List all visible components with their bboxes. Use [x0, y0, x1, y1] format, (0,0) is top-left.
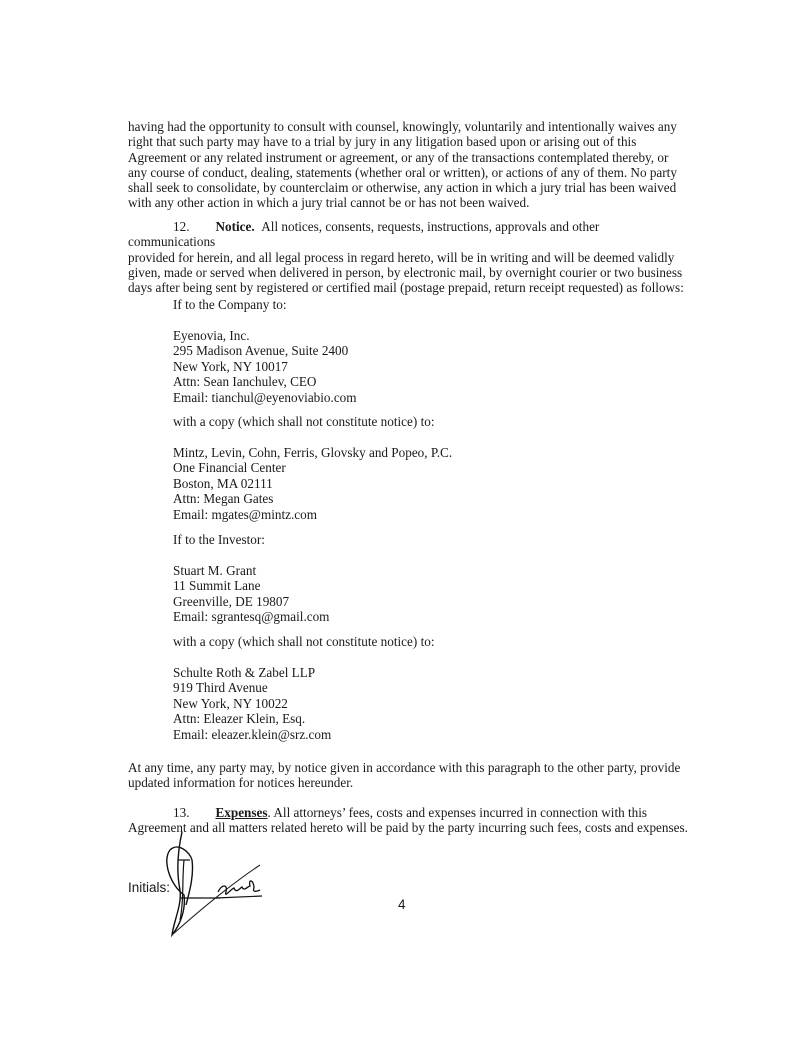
investor-copy-heading: with a copy (which shall not constitute notice) to:	[173, 634, 435, 649]
company-copy-address	[173, 445, 452, 522]
address-line: Boston, MA 02111	[173, 475, 273, 491]
text-line: provided for herein, and all legal process in regard hereto, will be in writing and will be deemed validly	[128, 249, 675, 265]
address-line: Attn: Eleazer Klein, Esq.	[173, 711, 306, 727]
text-line: right that such party may have to a trial by jury in any litigation based upon or arising out of this	[128, 134, 637, 150]
address-line: Attn: Megan Gates	[173, 491, 274, 507]
text-line: shall seek to consolidate, by counterclaim or otherwise, any action in which a jury trial has been waived	[128, 180, 677, 196]
section-13-first-line	[128, 805, 688, 820]
investor-copy-address	[173, 665, 331, 742]
address-line: New York, NY 10017	[173, 358, 288, 374]
text-line: any course of conduct, dealing, statements (whether oral or written), or actions of any of them. No party	[128, 164, 677, 180]
address-line: New York, NY 10022	[173, 695, 288, 711]
text-line: . All attorneys’ fees, costs and expenses incurred in connection with this	[267, 805, 648, 820]
signature-underline	[216, 896, 262, 898]
address-line: 11 Summit Lane	[173, 578, 261, 594]
address-line: Stuart M. Grant	[173, 563, 257, 578]
text-line: days after being sent by registered or certified mail (postage prepaid, return receipt requested) as follows:	[128, 280, 684, 296]
text-line: having had the opportunity to consult with counsel, knowingly, voluntarily and intentionally waives any	[128, 119, 677, 134]
company-address	[173, 328, 357, 405]
company-copy-heading: with a copy (which shall not constitute notice) to:	[173, 414, 435, 429]
section-title: Notice.	[215, 219, 255, 234]
address-line: 295 Madison Avenue, Suite 2400	[173, 343, 349, 359]
section-number: 12.	[173, 219, 190, 234]
address-line: Email: mgates@mintz.com	[173, 506, 317, 522]
company-heading: If to the Company to:	[173, 297, 287, 312]
address-line: Eyenovia, Inc.	[173, 328, 250, 343]
page-number: 4	[398, 897, 406, 912]
address-line: One Financial Center	[173, 460, 286, 476]
handwritten-initials-signature	[160, 830, 290, 940]
address-line: Email: eleazer.klein@srz.com	[173, 726, 332, 742]
investor-heading: If to the Investor:	[173, 532, 265, 547]
signature-stroke-5	[218, 881, 260, 894]
address-line: 919 Third Avenue	[173, 680, 268, 696]
section-12-notice	[128, 219, 688, 295]
investor-address	[173, 563, 329, 625]
signature-stroke-3	[172, 865, 260, 935]
address-line: Greenville, DE 19807	[173, 593, 290, 609]
text-line: All notices, consents, requests, instructions, approvals and other communications	[128, 219, 600, 250]
text-line: given, made or served when delivered in person, by electronic mail, by overnight courier or two business	[128, 264, 683, 280]
address-line: Email: tianchul@eyenoviabio.com	[173, 389, 357, 405]
notice-update-paragraph	[128, 760, 688, 791]
text-line: Agreement and all matters related hereto will be paid by the party incurring such fees, costs and expenses.	[128, 820, 688, 836]
text-line: At any time, any party may, by notice given in accordance with this paragraph to the other party, provide	[128, 760, 681, 775]
address-line: Mintz, Levin, Cohn, Ferris, Glovsky and Popeo, P.C.	[173, 445, 453, 460]
section-title: Expenses	[215, 805, 268, 820]
text-line: with any other action in which a jury trial cannot be or has not been waived.	[128, 195, 530, 211]
address-line: Attn: Sean Ianchulev, CEO	[173, 374, 317, 390]
section-number: 13.	[173, 805, 190, 820]
address-line: Schulte Roth & Zabel LLP	[173, 665, 316, 680]
text-line: updated information for notices hereunder.	[128, 775, 354, 791]
address-line: Email: sgrantesq@gmail.com	[173, 609, 330, 625]
jury-waiver-paragraph	[128, 119, 688, 211]
text-line: Agreement or any related instrument or agreement, or any of the transactions contemplated thereby, or	[128, 149, 669, 165]
initials-label: Initials:	[128, 880, 171, 895]
section-12-first-line	[128, 219, 688, 250]
